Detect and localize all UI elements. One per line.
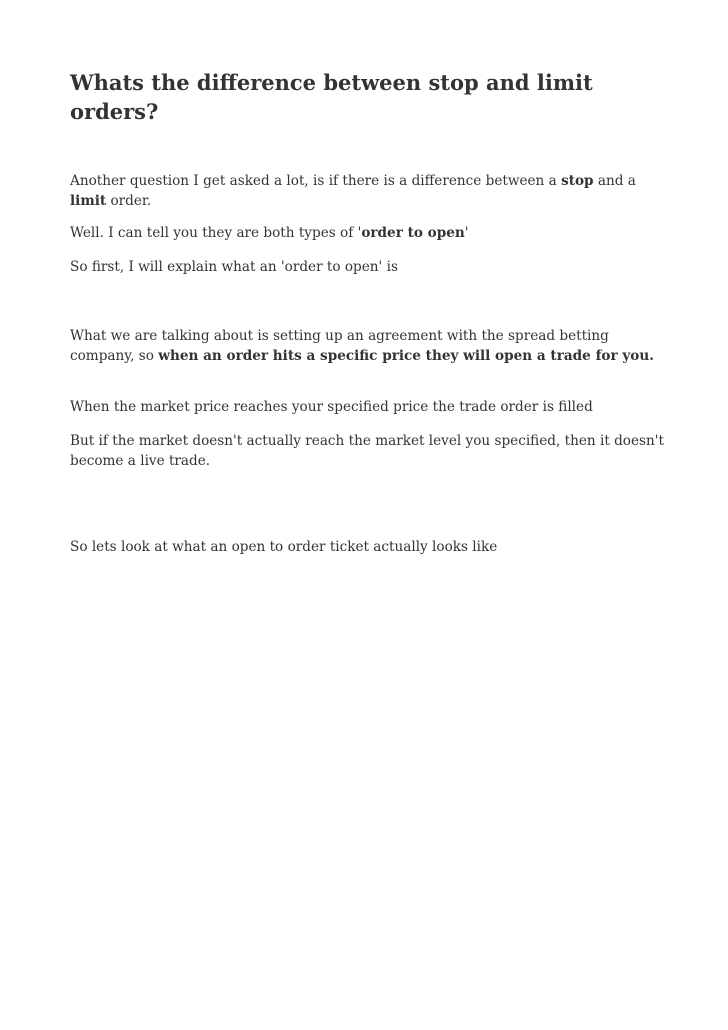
p1-text-2: and a [593, 173, 636, 189]
paragraph-order-to-open [70, 223, 670, 243]
p1-text-1: Another question I get asked a lot, is if there is a difference between a [70, 173, 562, 189]
p2-text-2: ' [464, 225, 469, 241]
p7-text: So lets look at what an open to order ticket actually looks like [70, 539, 498, 555]
p1-text-3: order. [106, 193, 152, 209]
p1-bold-stop: stop [561, 173, 594, 189]
paragraph-agreement [70, 326, 670, 366]
document-title: Whats the difference between stop and limit orders? [70, 70, 593, 124]
p4-bold: when an order hits a specific price they will open a trade for you. [158, 348, 654, 364]
p1-bold-limit: limit [70, 193, 107, 209]
p2-text-1: Well. I can tell you they are both types of ' [70, 225, 362, 241]
paragraph-not-live [70, 431, 670, 471]
p2-bold-order-to-open: order to open [361, 225, 465, 241]
p4-text-1: What we are talking about is setting up an agreement with the spread betting company, so [70, 328, 609, 364]
p6-text: But if the market doesn't actually reach the market level you specified, then it doesn't become a live trade. [70, 433, 664, 469]
paragraph-explain [70, 257, 670, 277]
p5-text: When the market price reaches your specified price the trade order is filled [70, 399, 593, 415]
paragraph-market-price [70, 397, 670, 417]
paragraph-stop-limit-question [70, 171, 670, 211]
p3-text: So first, I will explain what an 'order to open' is [70, 259, 398, 275]
paragraph-ticket [70, 537, 670, 557]
